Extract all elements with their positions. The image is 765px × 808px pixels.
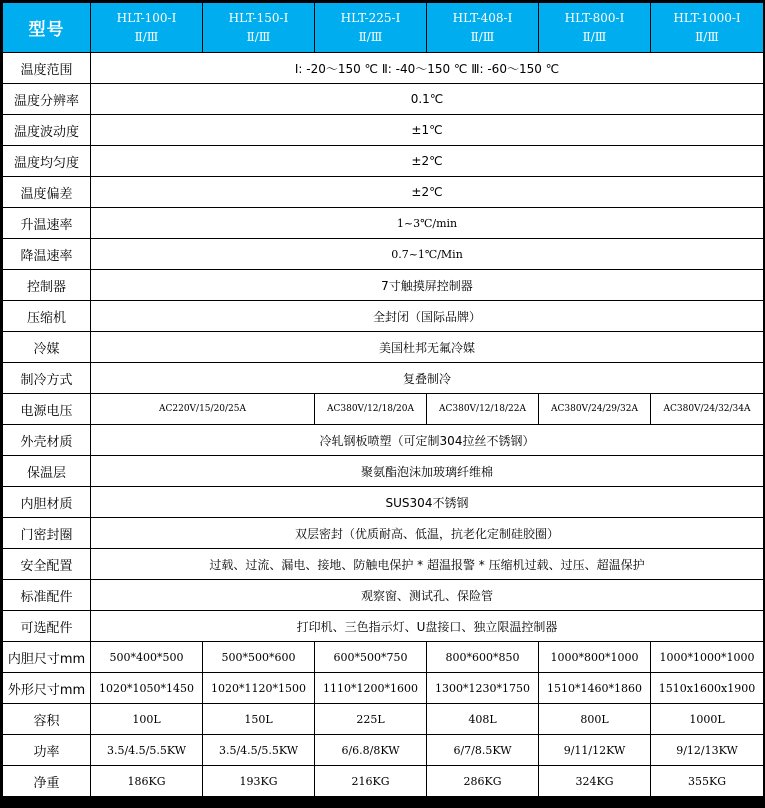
row-value: 3.5/4.5/5.5KW [91,735,203,766]
row-net-weight [3,766,764,797]
row-cooling-rate [3,239,764,270]
row-value: ±2℃ [91,146,764,177]
row-cooling-method [3,363,764,394]
row-label: 可选配件 [3,611,91,642]
row-value: AC380V/24/29/32A [539,394,651,425]
row-label: 冷媒 [3,332,91,363]
row-value: 冷轧钢板喷塑（可定制304拉丝不锈钢） [91,425,764,456]
row-temp-range [3,53,764,84]
row-label: 外壳材质 [3,425,91,456]
row-value: 150L [203,704,315,735]
row-outer-size [3,673,764,704]
row-label: 安全配置 [3,549,91,580]
model-name: HLT-408-Ⅰ [452,10,513,25]
row-temp-fluctuation [3,115,764,146]
row-label: 电源电压 [3,394,91,425]
row-power-voltage [3,394,764,425]
row-label: 温度波动度 [3,115,91,146]
row-value: 225L [315,704,427,735]
row-optional-parts [3,611,764,642]
model-header-title: 型号 [3,3,91,53]
row-safety [3,549,764,580]
row-label: 净重 [3,766,91,797]
row-value: 打印机、三色指示灯、U盘接口、独立限温控制器 [91,611,764,642]
row-value: 1000L [651,704,764,735]
row-value: 6/7/8.5KW [427,735,539,766]
row-label: 温度范围 [3,53,91,84]
row-value: 1020*1120*1500 [203,673,315,704]
row-heating-rate [3,208,764,239]
row-value: 800L [539,704,651,735]
row-value: AC380V/12/18/22A [427,394,539,425]
row-value: 6/6.8/8KW [315,735,427,766]
row-value: 双层密封（优质耐高、低温，抗老化定制硅胶圈） [91,518,764,549]
row-value: 9/12/13KW [651,735,764,766]
row-value: 美国杜邦无氟冷媒 [91,332,764,363]
model-name: HLT-225-Ⅰ [340,10,401,25]
row-value: AC380V/12/18/20A [315,394,427,425]
row-value: ±1℃ [91,115,764,146]
row-value: 800*600*850 [427,642,539,673]
model-header-cell [315,3,427,53]
row-value: 1020*1050*1450 [91,673,203,704]
row-value: 1300*1230*1750 [427,673,539,704]
row-value: 复叠制冷 [91,363,764,394]
row-value: 观察窗、测试孔、保险管 [91,580,764,611]
row-inner-size [3,642,764,673]
row-value: 0.1℃ [91,84,764,115]
model-header-cell [651,3,764,53]
row-value: 1~3℃/min [91,208,764,239]
row-label: 温度偏差 [3,177,91,208]
row-label: 门密封圈 [3,518,91,549]
model-name: HLT-800-Ⅰ [564,10,625,25]
row-value: 286KG [427,766,539,797]
row-power [3,735,764,766]
model-variant: Ⅱ/Ⅲ [582,29,607,44]
row-value: Ⅰ: -20～150 ℃ Ⅱ: -40～150 ℃ Ⅲ: -60～150 ℃ [91,53,764,84]
row-insulation [3,456,764,487]
row-label: 降温速率 [3,239,91,270]
row-compressor [3,301,764,332]
row-value: 全封闭（国际品牌） [91,301,764,332]
row-value: AC220V/15/20/25A [91,394,315,425]
row-value: 聚氨酯泡沫加玻璃纤维棉 [91,456,764,487]
row-value: 500*400*500 [91,642,203,673]
row-temp-resolution [3,84,764,115]
row-label: 控制器 [3,270,91,301]
model-name: HLT-100-Ⅰ [116,10,177,25]
model-name: HLT-1000-Ⅰ [673,10,741,25]
row-label: 升温速率 [3,208,91,239]
row-value: 0.7~1℃/Min [91,239,764,270]
row-label: 标准配件 [3,580,91,611]
row-volume [3,704,764,735]
model-name: HLT-150-Ⅰ [228,10,289,25]
row-value: 186KG [91,766,203,797]
model-header-cell [427,3,539,53]
row-value: 3.5/4.5/5.5KW [203,735,315,766]
row-value: 600*500*750 [315,642,427,673]
row-label: 容积 [3,704,91,735]
model-variant: Ⅱ/Ⅲ [358,29,383,44]
row-value: 408L [427,704,539,735]
row-value: SUS304不锈钢 [91,487,764,518]
row-value: 355KG [651,766,764,797]
row-value: 324KG [539,766,651,797]
row-label: 温度均匀度 [3,146,91,177]
row-label: 压缩机 [3,301,91,332]
row-door-seal [3,518,764,549]
row-value: 1000*800*1000 [539,642,651,673]
row-label: 温度分辨率 [3,84,91,115]
row-value: AC380V/24/32/34A [651,394,764,425]
model-header-cell [539,3,651,53]
row-label: 制冷方式 [3,363,91,394]
row-label: 外形尺寸mm [3,673,91,704]
model-variant: Ⅱ/Ⅲ [470,29,495,44]
row-value: 193KG [203,766,315,797]
row-liner-material [3,487,764,518]
row-label: 保温层 [3,456,91,487]
row-temp-deviation [3,177,764,208]
row-temp-uniformity [3,146,764,177]
row-value: 500*500*600 [203,642,315,673]
spec-table [2,2,764,797]
model-variant: Ⅱ/Ⅲ [246,29,271,44]
row-value: 1110*1200*1600 [315,673,427,704]
row-value: 216KG [315,766,427,797]
model-variant: Ⅱ/Ⅲ [134,29,159,44]
model-header-cell [91,3,203,53]
row-value: 1510x1600x1900 [651,673,764,704]
row-shell-material [3,425,764,456]
row-refrigerant [3,332,764,363]
row-label: 内胆材质 [3,487,91,518]
row-label: 功率 [3,735,91,766]
row-value: 7寸触摸屏控制器 [91,270,764,301]
model-variant: Ⅱ/Ⅲ [695,29,719,44]
row-value: 1510*1460*1860 [539,673,651,704]
row-value: 1000*1000*1000 [651,642,764,673]
row-label: 内胆尺寸mm [3,642,91,673]
row-standard-parts [3,580,764,611]
row-value: 9/11/12KW [539,735,651,766]
row-value: 过载、过流、漏电、接地、防触电保护 * 超温报警 * 压缩机过载、过压、超温保护 [91,549,764,580]
row-value: 100L [91,704,203,735]
model-header-cell [203,3,315,53]
row-controller [3,270,764,301]
header-row [3,3,764,53]
row-value: ±2℃ [91,177,764,208]
